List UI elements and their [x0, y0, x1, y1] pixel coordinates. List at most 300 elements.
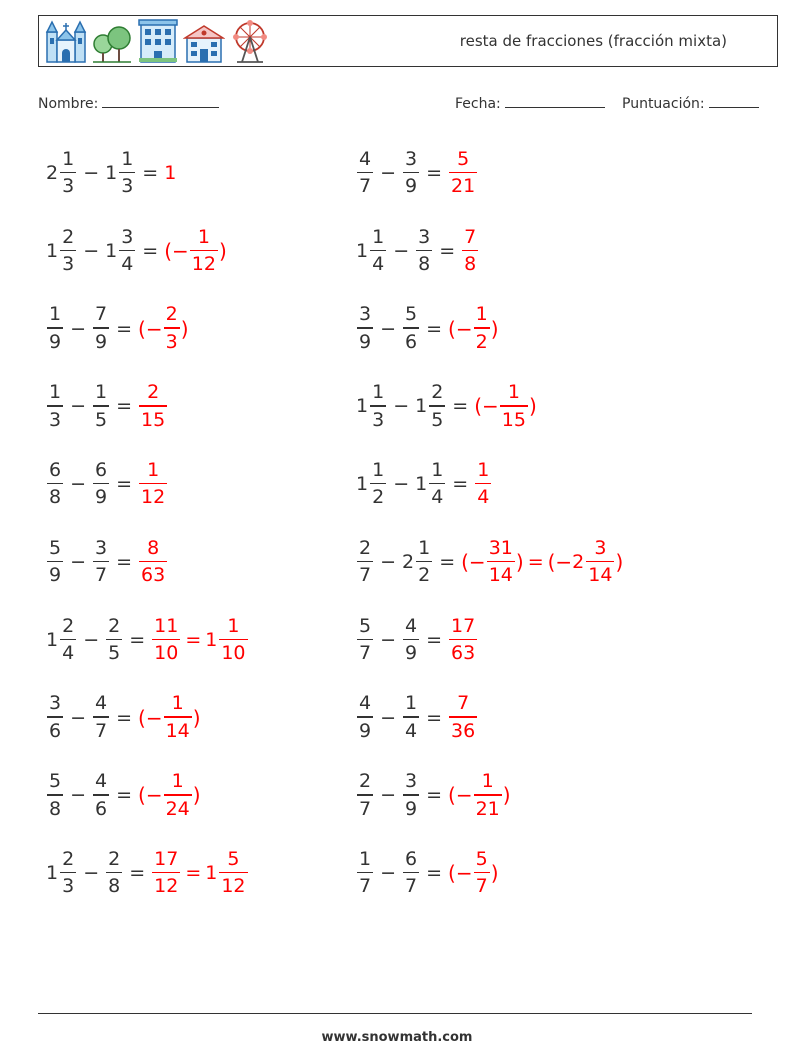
numerator: 2 — [62, 225, 75, 248]
fraction — [586, 536, 614, 587]
score-blank-line — [709, 93, 759, 108]
problem-question — [356, 305, 448, 352]
denominator: 15 — [141, 408, 166, 431]
problem-answer — [474, 458, 492, 509]
whole-number: 1 — [415, 473, 428, 496]
denominator: 3 — [62, 175, 75, 198]
numerator: 1 — [121, 147, 134, 170]
denominator: 7 — [359, 642, 372, 665]
problem-item — [356, 843, 499, 903]
denominator: 9 — [359, 330, 372, 353]
fraction — [93, 536, 109, 587]
problem-question — [46, 847, 151, 898]
denominator: 5 — [431, 408, 444, 431]
operator: = — [426, 162, 443, 184]
numerator: 1 — [49, 303, 62, 326]
denominator: 3 — [62, 875, 75, 898]
denominator: 8 — [418, 253, 431, 276]
operator: = — [116, 706, 133, 729]
numerator: 3 — [95, 536, 108, 559]
fraction-bar — [139, 405, 167, 407]
fraction — [60, 614, 76, 665]
numerator: 7 — [464, 225, 477, 248]
fraction-bar — [190, 250, 218, 252]
fraction-bar — [357, 639, 373, 641]
numerator: 31 — [488, 536, 513, 559]
denominator: 21 — [475, 797, 500, 820]
fraction — [164, 772, 192, 819]
whole-number: 1 — [46, 239, 59, 262]
numerator: 1 — [372, 381, 385, 404]
operator: − — [380, 862, 397, 885]
fraction — [60, 225, 76, 276]
problem-question — [356, 225, 461, 276]
parenthesis: (− — [448, 783, 473, 808]
fraction — [106, 614, 122, 665]
numerator: 1 — [431, 458, 444, 481]
fraction — [357, 694, 373, 741]
parenthesis: ) — [218, 238, 227, 263]
numerator: 3 — [121, 225, 134, 248]
numerator: 5 — [359, 614, 372, 637]
score-label: Puntuación: — [622, 96, 705, 112]
fraction — [462, 225, 478, 276]
denominator: 9 — [49, 564, 62, 587]
fraction-bar — [357, 794, 373, 796]
fraction — [106, 847, 122, 898]
parenthesis: (− — [138, 705, 163, 730]
numerator: 3 — [49, 692, 62, 715]
fraction — [474, 772, 502, 819]
fraction-bar — [47, 716, 63, 718]
denominator: 36 — [451, 719, 476, 742]
problem-answer — [138, 536, 168, 587]
numerator: 5 — [457, 147, 470, 170]
name-field — [38, 93, 219, 112]
numerator: 1 — [49, 381, 62, 404]
problem-question — [46, 614, 151, 665]
fraction-bar — [586, 561, 614, 563]
name-blank-line — [102, 93, 219, 108]
denominator: 9 — [405, 797, 418, 820]
parenthesis: (− — [164, 238, 189, 263]
operator: = — [129, 862, 146, 885]
whole-number: 2 — [402, 551, 415, 573]
denominator: 5 — [95, 408, 108, 431]
fraction — [357, 772, 373, 819]
fraction — [152, 847, 180, 898]
numerator: 2 — [108, 847, 121, 870]
denominator: 7 — [359, 797, 372, 820]
problem-item — [46, 376, 168, 436]
operator: − — [83, 628, 100, 651]
problem-question — [356, 147, 448, 198]
whole-number: 1 — [105, 239, 118, 262]
fraction — [139, 536, 167, 587]
numerator: 4 — [359, 147, 372, 170]
fraction-bar — [357, 716, 373, 718]
numerator: 6 — [405, 847, 418, 870]
fraction-bar — [449, 639, 477, 641]
whole-number: 1 — [105, 162, 118, 184]
fraction-bar — [93, 561, 109, 563]
operator: = — [116, 784, 133, 807]
operator: = — [426, 628, 443, 651]
parenthesis: (− — [448, 861, 473, 886]
operator: − — [380, 784, 397, 807]
denominator: 63 — [451, 642, 476, 665]
worksheet-header — [38, 15, 778, 67]
problem-answer — [138, 458, 168, 509]
fraction — [449, 147, 477, 198]
operator: − — [380, 162, 397, 184]
fraction — [60, 847, 76, 898]
numerator: 17 — [154, 847, 179, 870]
operator: − — [83, 862, 100, 885]
fraction-bar — [429, 483, 445, 485]
fraction-bar — [47, 327, 63, 329]
operator: = — [426, 706, 443, 729]
operator: − — [70, 551, 87, 573]
fraction-bar — [474, 872, 490, 874]
fraction — [47, 458, 63, 509]
operator: = — [185, 862, 202, 885]
fraction — [93, 383, 109, 430]
operator: = — [426, 862, 443, 885]
denominator: 9 — [95, 330, 108, 353]
problem-item — [46, 299, 189, 359]
fraction — [370, 225, 386, 276]
operator: − — [70, 706, 87, 729]
fraction-bar — [152, 872, 180, 874]
problem-question — [46, 536, 138, 587]
trees-icon — [91, 18, 133, 64]
numerator: 3 — [594, 536, 607, 559]
problem-answer — [138, 694, 201, 741]
fraction-bar — [139, 561, 167, 563]
fraction — [357, 614, 373, 665]
problem-answer — [138, 772, 201, 819]
denominator: 9 — [405, 642, 418, 665]
whole-number: 1 — [356, 239, 369, 262]
fraction-bar — [60, 172, 76, 174]
operator: = — [129, 628, 146, 651]
fraction-bar — [449, 172, 477, 174]
operator: = — [142, 239, 159, 262]
problem-question — [46, 772, 138, 819]
denominator: 8 — [464, 253, 477, 276]
denominator: 2 — [475, 330, 488, 353]
denominator: 9 — [95, 486, 108, 509]
denominator: 14 — [488, 564, 513, 587]
fraction-bar — [60, 639, 76, 641]
problem-answer — [164, 162, 177, 184]
denominator: 8 — [108, 875, 121, 898]
worksheet-title: resta de fracciones (fracción mixta) — [459, 32, 727, 50]
fraction-bar — [449, 716, 477, 718]
denominator: 4 — [121, 253, 134, 276]
fraction-bar — [93, 405, 109, 407]
whole-number: 1 — [205, 628, 218, 651]
numerator: 4 — [405, 614, 418, 637]
fraction-bar — [93, 794, 109, 796]
denominator: 3 — [121, 175, 134, 198]
denominator: 6 — [95, 797, 108, 820]
operator: = — [142, 162, 159, 184]
denominator: 8 — [49, 797, 62, 820]
fraction — [219, 614, 247, 665]
fraction — [47, 694, 63, 741]
fraction — [474, 305, 490, 352]
operator: = — [116, 317, 133, 340]
problem-answer — [474, 383, 537, 430]
problem-question — [46, 305, 138, 352]
operator: − — [70, 784, 87, 807]
denominator: 4 — [62, 642, 75, 665]
numerator: 2 — [62, 614, 75, 637]
parenthesis: (− — [138, 783, 163, 808]
fraction-bar — [403, 172, 419, 174]
problem-answer — [448, 614, 478, 665]
numerator: 7 — [95, 303, 108, 326]
fraction-bar — [403, 327, 419, 329]
fraction-bar — [93, 327, 109, 329]
denominator: 6 — [405, 330, 418, 353]
denominator: 7 — [405, 875, 418, 898]
fraction-bar — [474, 327, 490, 329]
operator: − — [393, 473, 410, 496]
fraction — [403, 694, 419, 741]
church-icon — [45, 18, 87, 64]
operator: − — [70, 473, 87, 496]
fraction-bar — [416, 561, 432, 563]
numerator: 1 — [507, 381, 520, 404]
denominator: 21 — [451, 175, 476, 198]
date-field — [455, 93, 605, 112]
operator: = — [116, 473, 133, 496]
numerator: 11 — [154, 614, 179, 637]
numerator: 2 — [431, 381, 444, 404]
parenthesis: ) — [502, 783, 511, 808]
whole-number: 1 — [46, 628, 59, 651]
fraction-bar — [462, 250, 478, 252]
numerator: 1 — [227, 614, 240, 637]
denominator: 9 — [359, 719, 372, 742]
numerator: 4 — [95, 692, 108, 715]
problem-item — [356, 688, 478, 748]
numerator: 1 — [405, 692, 418, 715]
fraction — [370, 458, 386, 509]
whole-number: 2 — [572, 551, 585, 573]
operator: = — [452, 395, 469, 418]
problem-answer — [151, 847, 248, 898]
fraction-bar — [164, 794, 192, 796]
numerator: 1 — [372, 458, 385, 481]
numerator: 1 — [477, 458, 490, 481]
date-blank-line — [505, 93, 605, 108]
fraction — [164, 305, 180, 352]
fraction — [357, 305, 373, 352]
fraction — [403, 614, 419, 665]
fraction-bar — [93, 716, 109, 718]
whole-number: 1 — [356, 395, 369, 418]
whole-number: 1 — [415, 395, 428, 418]
problem-answer — [461, 225, 479, 276]
numerator: 1 — [197, 225, 210, 248]
denominator: 14 — [588, 564, 613, 587]
whole-number: 1 — [46, 862, 59, 885]
problem-item — [46, 143, 177, 203]
denominator: 7 — [95, 564, 108, 587]
problem-item — [46, 221, 227, 281]
denominator: 8 — [49, 486, 62, 509]
operator: = — [426, 317, 443, 340]
fraction-bar — [370, 483, 386, 485]
fraction — [403, 147, 419, 198]
fraction-bar — [152, 639, 180, 641]
operator: = — [185, 628, 202, 651]
numerator: 5 — [49, 770, 62, 793]
operator: − — [83, 162, 100, 184]
name-label: Nombre: — [38, 96, 99, 112]
parenthesis: ) — [192, 705, 201, 730]
operator: = — [426, 784, 443, 807]
denominator: 9 — [405, 175, 418, 198]
fraction-bar — [357, 327, 373, 329]
problem-question — [356, 694, 448, 741]
numerator: 1 — [171, 770, 184, 793]
problem-item — [46, 532, 168, 592]
fraction-bar — [416, 250, 432, 252]
fraction — [93, 694, 109, 741]
ferris-wheel-icon — [229, 18, 271, 64]
fraction — [47, 383, 63, 430]
fraction — [487, 536, 515, 587]
numerator: 2 — [165, 303, 178, 326]
parenthesis: ) — [615, 550, 624, 574]
parenthesis: ) — [180, 316, 189, 341]
fraction-bar — [370, 250, 386, 252]
numerator: 5 — [475, 847, 488, 870]
fraction — [474, 847, 490, 898]
denominator: 2 — [418, 564, 431, 587]
problem-item — [46, 765, 201, 825]
problem-question — [46, 458, 138, 509]
problem-item — [46, 688, 201, 748]
denominator: 7 — [475, 875, 488, 898]
operator: − — [380, 628, 397, 651]
fraction — [416, 225, 432, 276]
fraction — [119, 225, 135, 276]
denominator: 7 — [95, 719, 108, 742]
denominator: 5 — [108, 642, 121, 665]
problem-item — [356, 610, 478, 670]
problem-question — [356, 458, 474, 509]
whole-number: 1 — [356, 473, 369, 496]
problem-item — [356, 221, 479, 281]
fraction-bar — [500, 405, 528, 407]
operator: = — [439, 551, 456, 573]
problem-item — [356, 299, 499, 359]
fraction — [47, 305, 63, 352]
fraction — [403, 772, 419, 819]
fraction — [403, 847, 419, 898]
denominator: 6 — [49, 719, 62, 742]
parenthesis: ) — [192, 783, 201, 808]
fraction-bar — [60, 250, 76, 252]
denominator: 10 — [221, 642, 246, 665]
fraction — [449, 694, 477, 741]
problem-question — [356, 383, 474, 430]
fraction-bar — [47, 794, 63, 796]
whole-number: 2 — [46, 162, 59, 184]
numerator: 1 — [147, 458, 160, 481]
problem-question — [356, 614, 448, 665]
denominator: 14 — [165, 719, 190, 742]
fraction-bar — [47, 561, 63, 563]
denominator: 3 — [372, 408, 385, 431]
fraction — [357, 147, 373, 198]
numerator: 2 — [108, 614, 121, 637]
denominator: 4 — [431, 486, 444, 509]
operator: = — [452, 473, 469, 496]
denominator: 24 — [165, 797, 190, 820]
denominator: 2 — [372, 486, 385, 509]
operator: − — [393, 239, 410, 262]
fraction — [429, 383, 445, 430]
operator: − — [380, 706, 397, 729]
problem-item — [356, 143, 478, 203]
fraction-bar — [119, 250, 135, 252]
numerator: 5 — [405, 303, 418, 326]
denominator: 12 — [141, 486, 166, 509]
parenthesis: ) — [515, 550, 524, 574]
fraction — [357, 536, 373, 587]
operator: − — [380, 317, 397, 340]
fraction-bar — [219, 639, 247, 641]
numerator: 17 — [451, 614, 476, 637]
fraction — [370, 383, 386, 430]
fraction-bar — [139, 483, 167, 485]
problem-item — [356, 454, 492, 514]
operator: − — [70, 395, 87, 418]
fraction — [429, 458, 445, 509]
problem-item — [46, 610, 249, 670]
fraction-bar — [403, 794, 419, 796]
fraction-bar — [370, 405, 386, 407]
problem-answer — [448, 147, 478, 198]
numerator: 1 — [475, 303, 488, 326]
numerator: 4 — [359, 692, 372, 715]
fraction-bar — [357, 872, 373, 874]
fraction — [119, 147, 135, 198]
fraction — [152, 614, 180, 665]
fraction-bar — [47, 483, 63, 485]
fraction-bar — [219, 872, 247, 874]
numerator: 1 — [372, 225, 385, 248]
fraction-bar — [106, 639, 122, 641]
denominator: 10 — [154, 642, 179, 665]
denominator: 4 — [405, 719, 418, 742]
fraction-bar — [164, 716, 192, 718]
whole-number: 1 — [205, 862, 218, 885]
problem-answer — [138, 305, 188, 352]
problem-item — [46, 454, 168, 514]
denominator: 7 — [359, 875, 372, 898]
denominator: 3 — [165, 330, 178, 353]
numerator: 3 — [418, 225, 431, 248]
numerator: 2 — [359, 536, 372, 559]
